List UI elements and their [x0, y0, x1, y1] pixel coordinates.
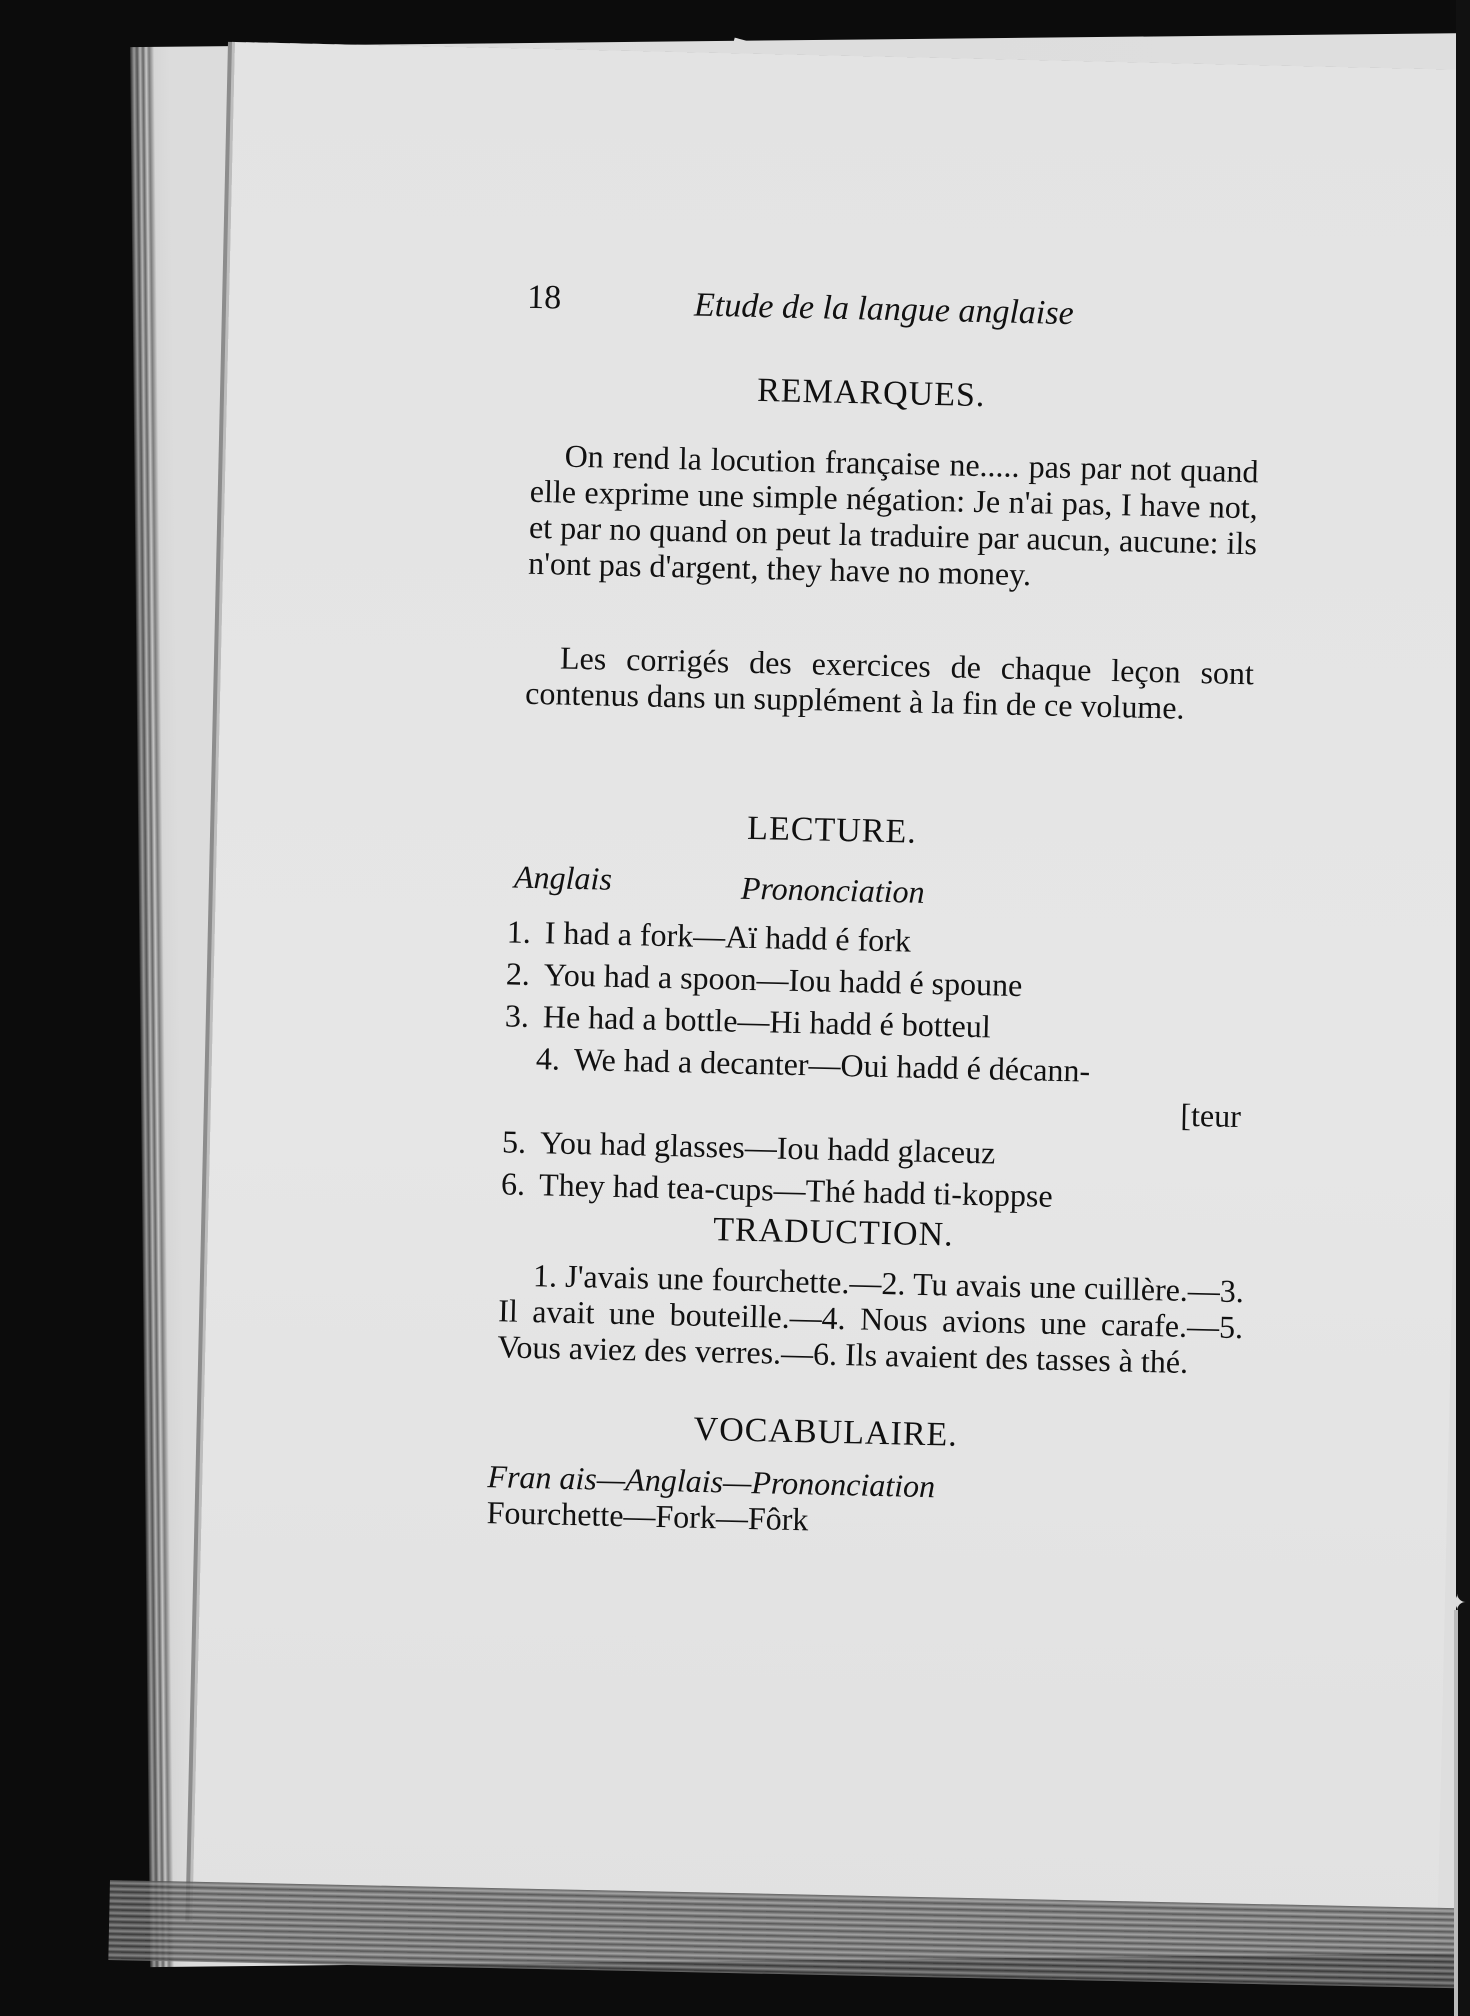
right-scan-edge: [1456, 0, 1470, 2016]
book-page: [192, 42, 1470, 1950]
vocabulaire-column-header: Fran ais—Anglais—Prononciation: [487, 1458, 936, 1505]
lecture-item-number: 1.: [506, 913, 532, 950]
remarques-paragraph-1: [528, 437, 1259, 597]
lecture-item-text: He had a bottle—Hi hadd é botteul: [542, 998, 992, 1045]
lecture-item-number: 4.: [535, 1040, 561, 1077]
vocabulaire-heading: VOCABULAIRE.: [693, 1410, 959, 1454]
lecture-item-text: They had tea-cups—Thé hadd ti-koppse: [538, 1166, 1054, 1214]
column-anglais: Anglais: [513, 858, 613, 897]
page-number: 18: [526, 278, 562, 317]
right-scan-rule: [1454, 1610, 1458, 2016]
remarques-paragraph-1-text: On rend la locution française ne..... pas par not quand elle exprime une simple négation: Je n'ai pas, I have not, et par no quand on peut la traduire par aucun, aucune: ils n'ont pas d'argent, they have no money.: [527, 437, 1259, 593]
page-content: [193, 42, 1470, 1930]
lecture-item-text: I had a fork—Aï hadd é fork: [544, 914, 912, 959]
lecture-list: [501, 910, 1267, 1221]
lecture-item-number: 3.: [504, 997, 530, 1034]
traduction-heading: TRADUCTION.: [712, 1211, 955, 1254]
remarques-paragraph-2-text: Les corrigés des exercices de chaque leçon sont contenus dans un supplément à la fin de ce volume.: [524, 639, 1255, 726]
remarques-heading: REMARQUES.: [756, 371, 986, 415]
right-scan-mark: ✦: [1448, 1590, 1467, 1615]
vocabulaire-row: Fourchette—Fork—Fôrk: [486, 1494, 809, 1538]
lecture-item-text: You had a spoon—Iou hadd é spoune: [543, 956, 1023, 1004]
traduction-paragraph-text: 1. J'avais une fourchette.—2. Tu avais une cuillère.—3. Il avait une bouteille.—4. Nous avions une carafe.—5. Vous aviez des verres.—6. Ils avaient des tasses à thé.: [497, 1257, 1245, 1380]
lecture-item-text: You had glasses—Iou hadd glaceuz: [539, 1124, 996, 1171]
traduction-paragraph: [497, 1256, 1244, 1381]
running-title: Etude de la langue anglaise: [693, 286, 1075, 333]
lecture-item-text: [teur: [1180, 1096, 1242, 1135]
remarques-paragraph-2: [525, 639, 1254, 727]
lecture-item-text: We had a decanter—Oui hadd é décann-: [573, 1040, 1091, 1089]
lecture-item-number: 6.: [500, 1165, 526, 1202]
column-prononciation: Prononciation: [740, 869, 925, 910]
lecture-heading: LECTURE.: [746, 809, 918, 851]
lecture-item-number: 2.: [505, 955, 531, 992]
lecture-item-number: 5.: [501, 1123, 527, 1160]
